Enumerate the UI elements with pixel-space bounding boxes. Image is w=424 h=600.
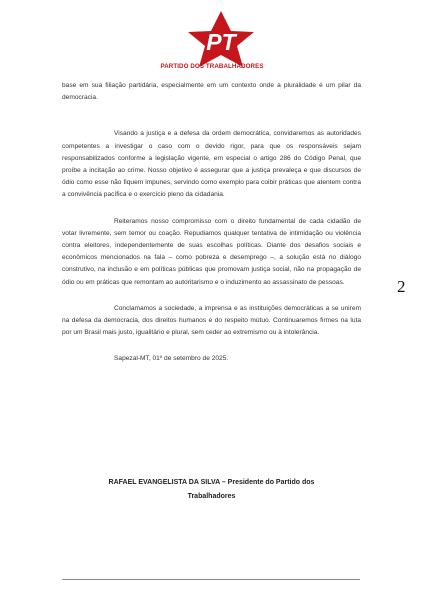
page-number: 2 (397, 277, 406, 296)
star-icon (178, 10, 264, 68)
paragraph: base em sua filiação partidária, especialmente em um contexto onde a pluralidade é um pilar da democracia. (62, 82, 361, 102)
footer-divider (62, 579, 360, 580)
paragraph: Reiteramos nosso compromisso com o direito fundamental de cada cidadão de votar livremente, sem temor ou coação. Repudiamos qualquer tentativa de intimidação ou violência contra eleitores, independentemente de suas escolhas políticas. Diante dos desafios sociais e econômicos mencionados na fala – como pobreza e desemprego –, a solução está no diálogo construtivo, na inclusão e em políticas públicas que promovam justiça social, não na propagação de ódio ou em práticas que remontam ao autoritarismo e o induzimento ao assassinato de pessoas. (62, 217, 361, 286)
paragraph: Visando a justiça e a defesa da ordem democrática, convidaremos as autoridades competentes a investigar o caso com o devido rigor, para que os responsáveis sejam responsabilizados conforme a legislação vigente, em especial o artigo 286 do Código Penal, que proíbe a incitação ao crime. Nosso objetivo é assegurar que a justiça prevaleça e que discursos de ódio como esse não fiquem impunes, servindo como exemplo para coibir práticas que atentem contra a convivência pacífica e o exercício pleno da cidadania. (62, 130, 361, 199)
logo-text: PT (206, 29, 236, 55)
party-name: PARTIDO DOS TRABALHADORES (160, 63, 264, 70)
signature-line: Trabalhadores (187, 493, 236, 500)
signature (62, 476, 361, 504)
pt-star-logo (178, 10, 264, 82)
letter-body (62, 80, 361, 380)
signature-line: RAFAEL EVANGELISTA DA SILVA – Presidente do Partido dos (108, 479, 315, 486)
paragraph: Conclamamos a sociedade, a imprensa e as instituições democráticas a se unirem na defesa da democracia, dos direitos humanos e do respeito mútuo. Continuaremos firmes na luta por um Brasil mais justo, igualitário e plural, sem ceder ao extremismo ou à intolerância. (62, 304, 361, 337)
date-line: Sapezal-MT, 01º de setembro de 2025. (114, 355, 229, 363)
